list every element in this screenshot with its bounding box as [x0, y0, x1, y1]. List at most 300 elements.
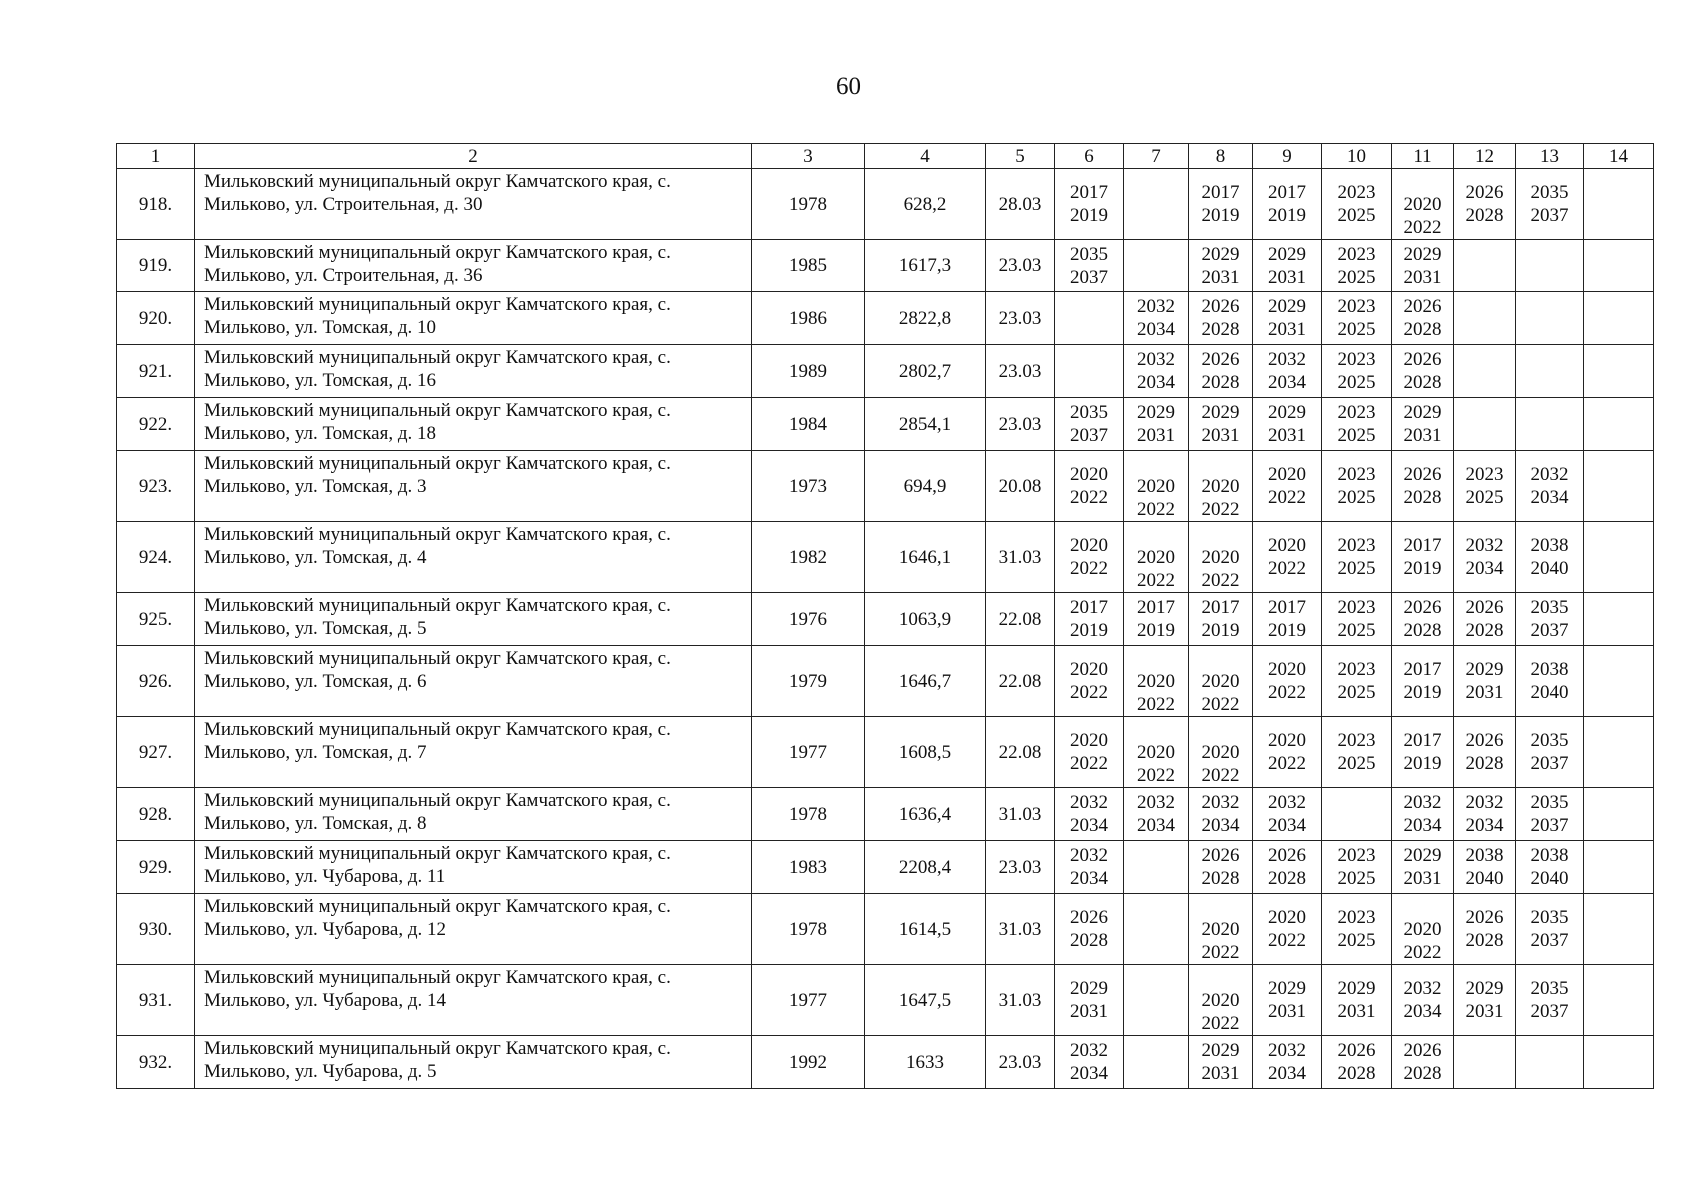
- period-year: 2032: [1403, 792, 1442, 813]
- period-year: 2029: [1465, 978, 1504, 999]
- period-year: 2026: [1201, 845, 1240, 866]
- total-area: 2802,7: [865, 345, 986, 398]
- period-year: 2037: [1530, 205, 1569, 226]
- column-header-9: 9: [1253, 144, 1322, 169]
- period-year: 2025: [1337, 682, 1376, 703]
- period-cell-12: [1454, 965, 1516, 1036]
- period-year: 2022: [1268, 558, 1306, 579]
- period-year: 2035: [1530, 182, 1569, 203]
- period-year: 2022: [1070, 558, 1108, 579]
- period-year: 2040: [1530, 868, 1569, 889]
- period-cell-13: [1516, 646, 1584, 717]
- period-year: 2034: [1465, 558, 1504, 579]
- period-year: 2028: [1337, 1063, 1376, 1084]
- address-cell: [195, 965, 752, 1036]
- period-year: 2025: [1337, 868, 1376, 889]
- period-year: 2034: [1137, 319, 1175, 340]
- period-year: 2023: [1337, 659, 1376, 680]
- date-cell: 31.03: [986, 522, 1055, 593]
- date-cell: 23.03: [986, 1036, 1055, 1089]
- period-cell-7: [1124, 717, 1189, 788]
- column-header-5: 5: [986, 144, 1055, 169]
- period-year: 2035: [1530, 978, 1569, 999]
- period-cell-10: [1322, 1036, 1392, 1089]
- address-line: Мильково, ул. Томская, д. 18: [204, 423, 437, 444]
- period-cell-9: [1253, 1036, 1322, 1089]
- period-cell-6: [1055, 522, 1124, 593]
- period-year: 2037: [1530, 815, 1569, 836]
- date-cell: 31.03: [986, 965, 1055, 1036]
- period-cell-8: [1189, 717, 1253, 788]
- address-line: Мильковский муниципальный округ Камчатского края, с.: [204, 967, 671, 988]
- row-number: 929.: [117, 841, 195, 894]
- period-cell-14: [1584, 593, 1654, 646]
- period-cell-6: [1055, 240, 1124, 292]
- period-year: 2032: [1070, 792, 1108, 813]
- table-row: [117, 240, 1654, 292]
- row-number: 922.: [117, 398, 195, 451]
- period-cell-13: [1516, 292, 1584, 345]
- date-cell: 20.08: [986, 451, 1055, 522]
- period-cell-7: [1124, 894, 1189, 965]
- address-line: Мильково, ул. Томская, д. 3: [204, 476, 427, 497]
- period-cell-10: [1322, 717, 1392, 788]
- period-year: 2017: [1070, 597, 1108, 618]
- period-year: 2034: [1268, 372, 1306, 393]
- period-cell-14: [1584, 169, 1654, 240]
- period-year: 2035: [1530, 597, 1569, 618]
- period-cell-9: [1253, 292, 1322, 345]
- period-year: 2026: [1201, 296, 1240, 317]
- period-year: 2029: [1268, 296, 1306, 317]
- date-cell: 23.03: [986, 240, 1055, 292]
- period-year: 2017: [1268, 182, 1306, 203]
- period-cell-12: [1454, 1036, 1516, 1089]
- period-year: 2020: [1201, 990, 1240, 1011]
- date-cell: 23.03: [986, 841, 1055, 894]
- period-year: 2031: [1403, 868, 1442, 889]
- period-cell-8: [1189, 240, 1253, 292]
- address-line: Мильково, ул. Чубарова, д. 14: [204, 990, 446, 1011]
- period-year: 2034: [1268, 1063, 1306, 1084]
- period-cell-8: [1189, 841, 1253, 894]
- period-year: 2023: [1337, 243, 1376, 265]
- period-year: 2028: [1465, 753, 1504, 774]
- table-row: [117, 451, 1654, 522]
- period-cell-11: [1392, 841, 1454, 894]
- address-cell: [195, 292, 752, 345]
- period-year: 2035: [1070, 243, 1108, 265]
- period-cell-11: [1392, 646, 1454, 717]
- period-cell-10: [1322, 522, 1392, 593]
- total-area: 2854,1: [865, 398, 986, 451]
- period-year: 2017: [1070, 182, 1108, 203]
- period-cell-10: [1322, 169, 1392, 240]
- period-cell-11: [1392, 965, 1454, 1036]
- period-cell-10: [1322, 345, 1392, 398]
- period-year: 2029: [1403, 402, 1442, 423]
- period-year: 2025: [1337, 487, 1376, 508]
- period-year: 2020: [1403, 919, 1442, 940]
- address-cell: [195, 240, 752, 292]
- period-year: 2023: [1337, 597, 1376, 618]
- period-cell-10: [1322, 240, 1392, 292]
- period-year: 2032: [1070, 845, 1108, 866]
- address-line: Мильково, ул. Строительная, д. 36: [204, 265, 483, 286]
- build-year: 1978: [752, 169, 865, 240]
- period-cell-13: [1516, 398, 1584, 451]
- period-year: 2035: [1530, 792, 1569, 813]
- period-year: 2035: [1070, 402, 1108, 423]
- period-year: 2017: [1403, 659, 1442, 680]
- period-cell-11: [1392, 788, 1454, 841]
- period-cell-14: [1584, 965, 1654, 1036]
- period-year: 2026: [1465, 182, 1504, 203]
- total-area: 2208,4: [865, 841, 986, 894]
- row-number: 928.: [117, 788, 195, 841]
- period-year: 2029: [1268, 402, 1306, 423]
- period-year: 2023: [1337, 730, 1376, 751]
- period-cell-12: [1454, 398, 1516, 451]
- period-cell-9: [1253, 717, 1322, 788]
- column-header-4: 4: [865, 144, 986, 169]
- period-year: 2038: [1530, 845, 1569, 866]
- period-year: 2040: [1465, 868, 1504, 889]
- build-year: 1978: [752, 894, 865, 965]
- period-year: 2029: [1268, 978, 1306, 999]
- period-year: 2017: [1403, 535, 1442, 556]
- period-year: 2019: [1403, 682, 1442, 703]
- period-year: 2019: [1201, 620, 1240, 641]
- table-row: [117, 894, 1654, 965]
- date-cell: 23.03: [986, 345, 1055, 398]
- period-year: 2028: [1201, 319, 1240, 340]
- period-year: 2025: [1337, 425, 1376, 446]
- period-year: 2022: [1201, 942, 1240, 963]
- address-line: Мильковский муниципальный округ Камчатского края, с.: [204, 400, 671, 421]
- period-year: 2026: [1403, 464, 1442, 485]
- period-cell-10: [1322, 788, 1392, 841]
- period-year: 2028: [1268, 868, 1306, 889]
- period-cell-9: [1253, 841, 1322, 894]
- address-line: Мильково, ул. Томская, д. 7: [204, 742, 427, 763]
- address-line: Мильковский муниципальный округ Камчатского края, с.: [204, 453, 671, 474]
- period-year: 2017: [1268, 597, 1306, 618]
- period-year: 2032: [1070, 1040, 1108, 1061]
- address-line: Мильково, ул. Томская, д. 8: [204, 813, 427, 834]
- period-year: 2031: [1268, 319, 1306, 340]
- period-cell-6: [1055, 788, 1124, 841]
- period-year: 2034: [1070, 815, 1108, 836]
- period-cell-13: [1516, 965, 1584, 1036]
- period-year: 2031: [1268, 425, 1306, 446]
- period-year: 2028: [1465, 930, 1504, 951]
- period-year: 2035: [1530, 907, 1569, 928]
- period-year: 2029: [1403, 243, 1442, 265]
- period-year: 2025: [1465, 487, 1504, 508]
- period-cell-13: [1516, 894, 1584, 965]
- period-cell-11: [1392, 1036, 1454, 1089]
- build-year: 1973: [752, 451, 865, 522]
- period-year: 2034: [1201, 815, 1240, 836]
- period-cell-7: [1124, 169, 1189, 240]
- period-cell-7: [1124, 345, 1189, 398]
- table-row: [117, 1036, 1654, 1089]
- period-cell-8: [1189, 1036, 1253, 1089]
- period-year: 2032: [1268, 349, 1306, 370]
- table-row: [117, 593, 1654, 646]
- period-year: 2023: [1337, 182, 1376, 203]
- total-area: 2822,8: [865, 292, 986, 345]
- build-year: 1985: [752, 240, 865, 292]
- period-cell-6: [1055, 1036, 1124, 1089]
- period-year: 2026: [1201, 349, 1240, 370]
- period-year: 2022: [1268, 487, 1306, 508]
- housing-repair-schedule-table: [116, 143, 1654, 1089]
- period-year: 2020: [1268, 535, 1306, 556]
- period-year: 2034: [1070, 868, 1108, 889]
- table-row: [117, 292, 1654, 345]
- period-year: 2031: [1268, 1001, 1306, 1022]
- period-year: 2037: [1530, 753, 1569, 774]
- total-area: 1633: [865, 1036, 986, 1089]
- row-number: 920.: [117, 292, 195, 345]
- period-cell-14: [1584, 522, 1654, 593]
- period-year: 2034: [1137, 372, 1175, 393]
- period-year: 2022: [1201, 499, 1240, 520]
- period-year: 2032: [1137, 349, 1175, 370]
- period-year: 2038: [1530, 535, 1569, 556]
- period-year: 2022: [1201, 765, 1240, 786]
- address-line: Мильковский муниципальный округ Камчатского края, с.: [204, 171, 671, 192]
- address-line: Мильково, ул. Томская, д. 16: [204, 370, 437, 391]
- total-area: 1617,3: [865, 240, 986, 292]
- period-year: 2032: [1530, 464, 1569, 485]
- period-year: 2038: [1530, 659, 1569, 680]
- table-header-row: [117, 144, 1654, 169]
- period-cell-10: [1322, 965, 1392, 1036]
- address-line: Мильковский муниципальный округ Камчатского края, с.: [204, 790, 671, 811]
- period-year: 2025: [1337, 753, 1376, 774]
- period-year: 2019: [1201, 205, 1240, 226]
- total-area: 1063,9: [865, 593, 986, 646]
- column-header-10: 10: [1322, 144, 1392, 169]
- period-cell-8: [1189, 522, 1253, 593]
- period-year: 2025: [1337, 266, 1376, 288]
- period-cell-11: [1392, 169, 1454, 240]
- row-number: 931.: [117, 965, 195, 1036]
- column-header-14: 14: [1584, 144, 1654, 169]
- period-cell-13: [1516, 717, 1584, 788]
- build-year: 1978: [752, 788, 865, 841]
- period-cell-8: [1189, 398, 1253, 451]
- period-cell-7: [1124, 646, 1189, 717]
- period-year: 2020: [1137, 476, 1175, 497]
- period-year: 2022: [1201, 1013, 1240, 1034]
- period-cell-11: [1392, 717, 1454, 788]
- period-cell-9: [1253, 345, 1322, 398]
- period-year: 2022: [1070, 682, 1108, 703]
- period-cell-6: [1055, 646, 1124, 717]
- total-area: 628,2: [865, 169, 986, 240]
- column-header-8: 8: [1189, 144, 1253, 169]
- period-cell-8: [1189, 788, 1253, 841]
- period-cell-13: [1516, 593, 1584, 646]
- total-area: 1608,5: [865, 717, 986, 788]
- period-year: 2022: [1403, 942, 1442, 963]
- period-year: 2020: [1403, 194, 1442, 215]
- address-line: Мильково, ул. Строительная, д. 30: [204, 194, 483, 215]
- address-cell: [195, 841, 752, 894]
- address-cell: [195, 717, 752, 788]
- address-line: Мильково, ул. Томская, д. 6: [204, 671, 427, 692]
- address-line: Мильково, ул. Томская, д. 10: [204, 317, 437, 338]
- period-cell-13: [1516, 788, 1584, 841]
- column-header-12: 12: [1454, 144, 1516, 169]
- address-cell: [195, 894, 752, 965]
- period-cell-8: [1189, 965, 1253, 1036]
- address-line: Мильково, ул. Томская, д. 4: [204, 547, 427, 568]
- address-line: Мильковский муниципальный округ Камчатского края, с.: [204, 294, 671, 315]
- total-area: 1646,1: [865, 522, 986, 593]
- table-row: [117, 841, 1654, 894]
- period-year: 2023: [1337, 402, 1376, 423]
- period-year: 2029: [1268, 243, 1306, 265]
- period-year: 2031: [1268, 266, 1306, 288]
- period-year: 2031: [1201, 425, 1240, 446]
- period-cell-12: [1454, 345, 1516, 398]
- period-cell-10: [1322, 451, 1392, 522]
- period-year: 2025: [1337, 620, 1376, 641]
- address-line: Мильковский муниципальный округ Камчатского края, с.: [204, 896, 671, 917]
- period-cell-14: [1584, 841, 1654, 894]
- period-cell-12: [1454, 169, 1516, 240]
- period-year: 2020: [1137, 671, 1175, 692]
- period-year: 2028: [1403, 487, 1442, 508]
- period-cell-11: [1392, 398, 1454, 451]
- period-year: 2022: [1137, 570, 1175, 591]
- period-year: 2020: [1070, 730, 1108, 751]
- period-cell-12: [1454, 717, 1516, 788]
- period-cell-11: [1392, 451, 1454, 522]
- period-year: 2020: [1201, 476, 1240, 497]
- period-cell-10: [1322, 292, 1392, 345]
- period-year: 2028: [1465, 620, 1504, 641]
- address-line: Мильковский муниципальный округ Камчатского края, с.: [204, 648, 671, 669]
- period-year: 2037: [1530, 620, 1569, 641]
- row-number: 918.: [117, 169, 195, 240]
- period-year: 2019: [1070, 620, 1108, 641]
- address-line: Мильковский муниципальный округ Камчатского края, с.: [204, 347, 671, 368]
- period-year: 2038: [1465, 845, 1504, 866]
- period-cell-14: [1584, 788, 1654, 841]
- period-year: 2017: [1403, 730, 1442, 751]
- period-cell-10: [1322, 894, 1392, 965]
- period-cell-11: [1392, 240, 1454, 292]
- address-line: Мильково, ул. Чубарова, д. 12: [204, 919, 446, 940]
- build-year: 1986: [752, 292, 865, 345]
- date-cell: 22.08: [986, 646, 1055, 717]
- period-cell-9: [1253, 646, 1322, 717]
- build-year: 1979: [752, 646, 865, 717]
- period-cell-7: [1124, 240, 1189, 292]
- period-year: 2020: [1201, 671, 1240, 692]
- period-cell-13: [1516, 240, 1584, 292]
- period-cell-9: [1253, 965, 1322, 1036]
- period-year: 2023: [1337, 296, 1376, 317]
- period-cell-14: [1584, 398, 1654, 451]
- period-year: 2031: [1465, 1001, 1504, 1022]
- period-year: 2020: [1268, 730, 1306, 751]
- address-cell: [195, 1036, 752, 1089]
- period-year: 2028: [1403, 319, 1442, 340]
- period-year: 2032: [1465, 535, 1504, 556]
- column-header-11: 11: [1392, 144, 1454, 169]
- period-year: 2029: [1201, 402, 1240, 423]
- period-year: 2028: [1201, 372, 1240, 393]
- period-year: 2034: [1530, 487, 1569, 508]
- period-year: 2034: [1070, 1063, 1108, 1084]
- period-year: 2026: [1465, 730, 1504, 751]
- period-cell-12: [1454, 593, 1516, 646]
- period-year: 2028: [1403, 1063, 1442, 1084]
- period-cell-11: [1392, 292, 1454, 345]
- period-year: 2022: [1070, 753, 1108, 774]
- period-cell-6: [1055, 965, 1124, 1036]
- period-year: 2028: [1403, 372, 1442, 393]
- period-year: 2022: [1137, 694, 1175, 715]
- period-year: 2025: [1337, 319, 1376, 340]
- address-cell: [195, 593, 752, 646]
- period-cell-9: [1253, 788, 1322, 841]
- period-cell-14: [1584, 646, 1654, 717]
- period-year: 2034: [1403, 1001, 1442, 1022]
- column-header-13: 13: [1516, 144, 1584, 169]
- period-cell-6: [1055, 717, 1124, 788]
- period-cell-7: [1124, 522, 1189, 593]
- period-year: 2025: [1337, 930, 1376, 951]
- period-cell-10: [1322, 593, 1392, 646]
- period-cell-7: [1124, 292, 1189, 345]
- period-year: 2023: [1337, 845, 1376, 866]
- table-row: [117, 169, 1654, 240]
- build-year: 1977: [752, 965, 865, 1036]
- period-year: 2022: [1137, 765, 1175, 786]
- period-year: 2028: [1070, 930, 1108, 951]
- period-year: 2026: [1403, 597, 1442, 618]
- period-year: 2029: [1137, 402, 1175, 423]
- address-cell: [195, 169, 752, 240]
- table-row: [117, 522, 1654, 593]
- period-cell-7: [1124, 965, 1189, 1036]
- period-year: 2032: [1403, 978, 1442, 999]
- total-area: 694,9: [865, 451, 986, 522]
- period-cell-8: [1189, 169, 1253, 240]
- period-year: 2019: [1137, 620, 1175, 641]
- period-year: 2031: [1201, 266, 1240, 288]
- build-year: 1983: [752, 841, 865, 894]
- period-year: 2032: [1465, 792, 1504, 813]
- build-year: 1984: [752, 398, 865, 451]
- period-cell-8: [1189, 292, 1253, 345]
- date-cell: 28.03: [986, 169, 1055, 240]
- period-cell-11: [1392, 593, 1454, 646]
- table-row: [117, 646, 1654, 717]
- build-year: 1977: [752, 717, 865, 788]
- period-cell-6: [1055, 398, 1124, 451]
- period-cell-9: [1253, 451, 1322, 522]
- period-cell-6: [1055, 593, 1124, 646]
